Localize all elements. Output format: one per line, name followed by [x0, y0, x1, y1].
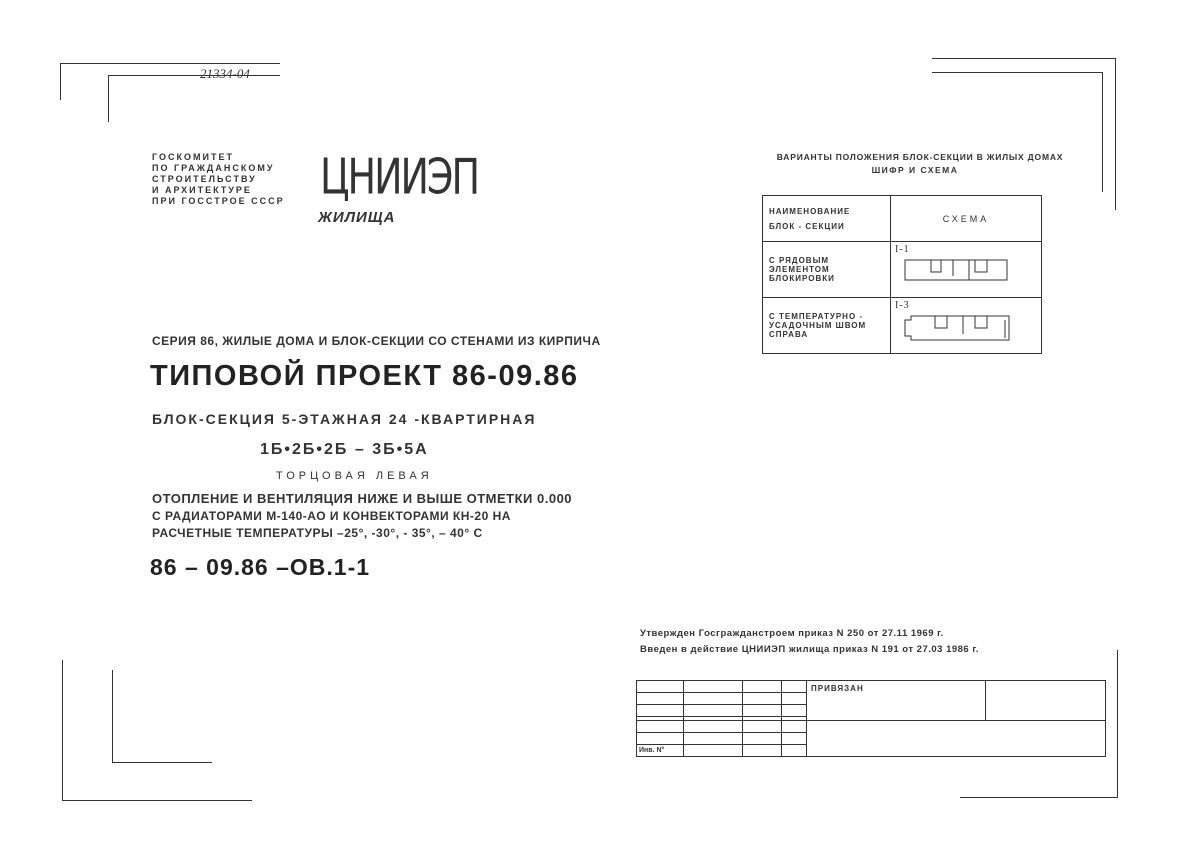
organization-line: ПРИ ГОССТРОЕ СССР — [152, 196, 285, 206]
stamp-cell — [684, 721, 743, 733]
frame-line-left-top-inner — [108, 75, 109, 122]
row-scheme — [891, 298, 1042, 354]
scheme-code: I-1 — [895, 244, 910, 255]
frame-line-right-bottom — [1117, 650, 1118, 798]
variants-heading — [740, 152, 1100, 175]
stamp-cell — [684, 693, 743, 705]
variants-heading-line1: ВАРИАНТЫ ПОЛОЖЕНИЯ БЛОК-СЕКЦИИ В ЖИЛЫХ ДОМАХ — [776, 152, 1064, 162]
row-name-line3: БЛОКИРОВКИ — [769, 274, 835, 283]
table-row — [763, 196, 1042, 242]
frame-line-right-top — [1115, 58, 1116, 210]
stamp-table — [636, 680, 1106, 757]
stamp-cell — [986, 681, 1106, 721]
frame-line-bottom-left — [112, 762, 212, 763]
organization-line: ПО ГРАЖДАНСКОМУ — [152, 163, 275, 173]
stamp-cell — [637, 721, 684, 733]
stamp-cell — [637, 733, 684, 745]
frame-line-top-left-inner — [108, 75, 280, 76]
stamp-linked — [807, 681, 986, 721]
stamp-inv-label: Инв. N° — [639, 747, 665, 754]
organization-line: ГОСКОМИТЕТ — [152, 152, 234, 162]
row-name-line1: С РЯДОВЫМ — [769, 256, 830, 265]
organization-line: И АРХИТЕКТУРЕ — [152, 185, 252, 195]
logo-cniiep: ЦНИИЭП — [320, 148, 479, 206]
stamp-cell — [637, 705, 684, 717]
frame-line-right-inner — [1102, 72, 1103, 192]
variants-heading-line2: ШИФР И СХЕМА — [871, 165, 959, 175]
stamp-cell — [684, 681, 743, 693]
frame-line-bottom-left-outer — [62, 800, 252, 801]
stamp-cell — [684, 745, 743, 757]
stamp-cell — [637, 681, 684, 693]
description-line1: ОТОПЛЕНИЕ И ВЕНТИЛЯЦИЯ НИЖЕ И ВЫШЕ ОТМЕТКИ 0.000 — [152, 491, 573, 506]
row-name — [763, 298, 891, 354]
logo-zhilishcha: ЖИЛИЩА — [318, 209, 396, 226]
header-name-line2: БЛОК - СЕКЦИИ — [769, 221, 845, 231]
row-name — [763, 242, 891, 298]
description-line3: РАСЧЕТНЫЕ ТЕМПЕРАТУРЫ –25°, -30°, - 35°, – 40° С — [152, 526, 483, 540]
table-row — [763, 298, 1042, 354]
stamp-cell — [637, 693, 684, 705]
stamp-cell — [743, 681, 782, 693]
stamp-cell — [782, 681, 807, 693]
description-line2: С РАДИАТОРАМИ М-140-АО И КОНВЕКТОРАМИ КН-20 НА — [152, 509, 511, 523]
stamp-cell — [807, 721, 1106, 757]
table-header-scheme: СХЕМА — [891, 196, 1042, 242]
stamp-cell — [743, 693, 782, 705]
apartment-types: 1Б•2Б•2Б – 3Б•5А — [260, 441, 429, 458]
row-scheme — [891, 242, 1042, 298]
series-line: СЕРИЯ 86, ЖИЛЫЕ ДОМА И БЛОК-СЕКЦИИ СО СТЕНАМИ ИЗ КИРПИЧА — [152, 334, 601, 348]
project-title: ТИПОВОЙ ПРОЕКТ 86-09.86 — [150, 360, 579, 392]
document-code: 86 – 09.86 –ОВ.1-1 — [150, 554, 371, 580]
stamp-cell — [684, 733, 743, 745]
organization-name — [152, 152, 285, 207]
frame-line-left-bottom-inner — [112, 670, 113, 762]
scheme-3-drawing — [891, 300, 1041, 352]
archive-number: 21334-04 — [200, 66, 250, 81]
stamp-cell — [782, 721, 807, 733]
stamp-cell — [743, 721, 782, 733]
scheme-1-drawing — [891, 244, 1041, 296]
frame-line-bottom-right — [960, 797, 1118, 798]
table-header-name — [763, 196, 891, 242]
approval-line2: Введен в действие ЦНИИЭП жилища приказ N 191 от 27.03 1986 г. — [640, 644, 979, 655]
stamp-inv-cell — [637, 745, 684, 757]
stamp-cell — [684, 705, 743, 717]
stamp-cell — [743, 733, 782, 745]
stamp-cell — [782, 745, 807, 757]
frame-line-top-right — [932, 58, 1115, 59]
block-section-line: БЛОК-СЕКЦИЯ 5-ЭТАЖНАЯ 24 -КВАРТИРНАЯ — [152, 411, 537, 427]
stamp-cell — [743, 705, 782, 717]
stamp-cell — [782, 733, 807, 745]
stamp-linked-label: ПРИВЯЗАН — [811, 684, 864, 693]
row-name-line2: ЭЛЕМЕНТОМ — [769, 265, 830, 274]
frame-line-left-top — [60, 63, 61, 100]
scheme-code: I-3 — [895, 300, 910, 311]
frame-line-top-left — [60, 63, 280, 64]
end-type: ТОРЦОВАЯ ЛЕВАЯ — [276, 470, 433, 482]
stamp-cell — [782, 705, 807, 717]
row-name-line3: СПРАВА — [769, 330, 809, 339]
approval-line1: Утвержден Госгражданстроем приказ N 250 от 27.11 1969 г. — [640, 628, 944, 639]
header-name-line1: НАИМЕНОВАНИЕ — [769, 206, 851, 216]
row-name-line2: УСАДОЧНЫМ ШВОМ — [769, 321, 867, 330]
frame-line-top-right-inner — [932, 72, 1102, 73]
variants-table — [762, 195, 1042, 354]
organization-line: СТРОИТЕЛЬСТВУ — [152, 174, 257, 184]
row-name-line1: С ТЕМПЕРАТУРНО - — [769, 312, 864, 321]
frame-line-left-bottom — [62, 660, 63, 800]
table-row — [763, 242, 1042, 298]
stamp-cell — [782, 693, 807, 705]
stamp-cell — [743, 745, 782, 757]
